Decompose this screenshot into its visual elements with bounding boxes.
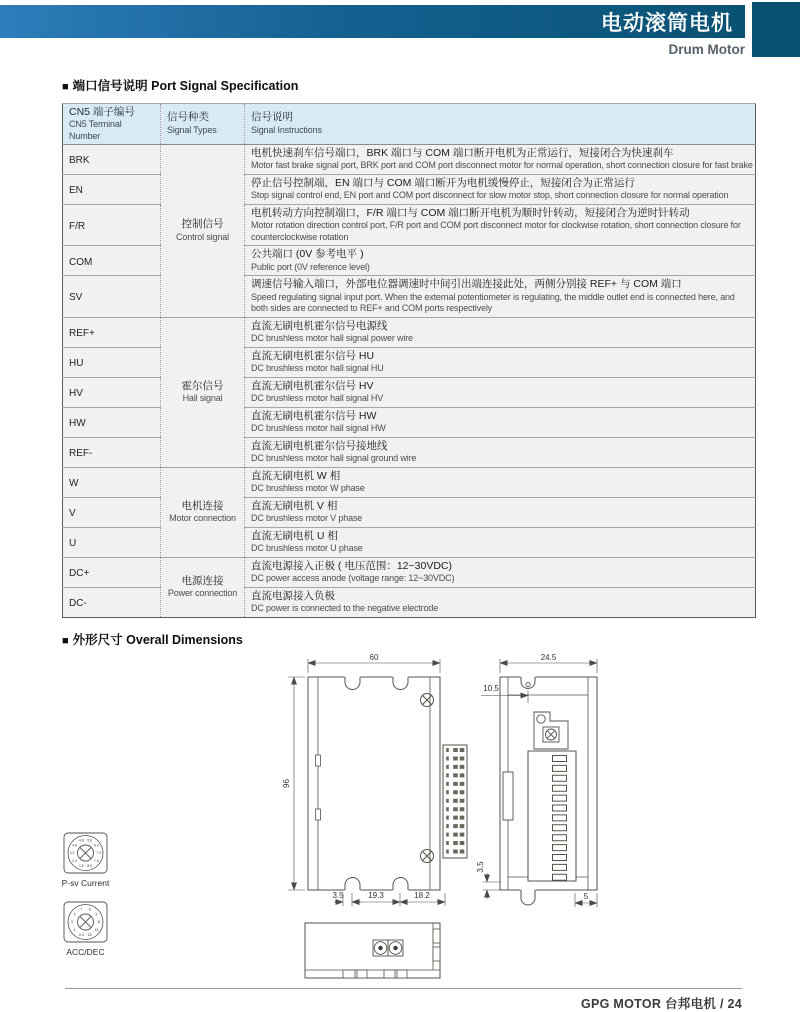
svg-text:4.0: 4.0 xyxy=(72,843,77,848)
dim-front-height: 96 xyxy=(282,779,291,788)
terminal-cell: DC+ xyxy=(63,557,161,587)
connector-sockets xyxy=(373,940,403,956)
svg-text:3.2: 3.2 xyxy=(69,851,75,856)
svg-text:4.8: 4.8 xyxy=(78,838,84,843)
bottom-view xyxy=(305,923,440,978)
table-row xyxy=(63,144,756,174)
table-header-row xyxy=(63,104,756,145)
signal-desc-cell: 直流无刷电机 V 相 DC brushless motor V phase xyxy=(245,497,756,527)
signal-desc-cell: 直流无刷电机霍尔信号 HW DC brushless motor hall signal HW xyxy=(245,407,756,437)
terminal-cell: W xyxy=(63,467,161,497)
svg-text:8: 8 xyxy=(88,907,91,912)
psv-current-label: P-sv Current xyxy=(61,878,110,888)
terminal-cell: HU xyxy=(63,347,161,377)
signal-desc-cell: 直流无刷电机霍尔信号 HU DC brushless motor hall signal HU xyxy=(245,347,756,377)
signal-desc-cell: 直流无刷电机 W 相 DC brushless motor W phase xyxy=(245,467,756,497)
dim-side-rail: 3.5 xyxy=(476,861,485,873)
section-marker: ■ xyxy=(62,635,69,647)
table-row xyxy=(63,467,756,497)
section-title-zh: 端口信号说明 xyxy=(72,79,148,93)
terminal-cell: EN xyxy=(63,174,161,204)
footer-page-info: GPG MOTOR 台邦电机 / 24 xyxy=(580,997,742,1011)
signal-desc-cell: 停止信号控制端，EN 端口与 COM 端口断开为电机缓慢停止，短接闭合为正常运行 Stop signal control end, EN port and COM port disconnect for slow motor stop, short connection closure for normal operation xyxy=(245,174,756,204)
svg-text:7: 7 xyxy=(80,907,83,912)
signal-type-cell: 电源连接 Power connection xyxy=(161,557,245,617)
svg-text:15: 15 xyxy=(87,933,92,937)
section-marker: ■ xyxy=(62,81,69,93)
signal-desc-cell: 公共端口 (0V 参考电平 ) Public port (0V reference level) xyxy=(245,246,756,276)
page-title: 电动滚筒电机 xyxy=(601,11,733,35)
signal-desc-cell: 调速信号输入端口，外部电位器调速时中间引出端连接此处，两侧分别接 REF+ 与 COM 端口 Speed regulating signal input port. When the external potentiometer is regulating, the middle outlet end is connected here, and both sides are connected to REF+ and COM ports respectively xyxy=(245,276,756,318)
signal-desc-cell: 直流无刷电机 U 相 DC brushless motor U phase xyxy=(245,527,756,557)
header-banner xyxy=(0,5,745,38)
dim-front-c: 18.2 xyxy=(414,891,430,900)
accdec-dial xyxy=(64,902,107,957)
terminal-strip xyxy=(528,751,576,881)
dim-front-b: 19.3 xyxy=(368,891,384,900)
svg-text:5.6: 5.6 xyxy=(87,838,93,843)
signal-desc-cell: 直流无刷电机霍尔信号接地线 DC brushless motor hall signal ground wire xyxy=(245,437,756,467)
terminal-cell: F/R xyxy=(63,204,161,246)
footer-divider xyxy=(65,988,742,989)
header-terminal: CN5 端子编号 CN5 Terminal Number xyxy=(63,104,161,145)
svg-text:6.4: 6.4 xyxy=(94,843,99,848)
svg-text:7.0: 7.0 xyxy=(96,851,102,856)
signal-desc-cell: 直流电源接入正极 ( 电压范围：12~30VDC) DC power access anode (voltage range: 12~30VDC) xyxy=(245,557,756,587)
dim-side-width: 24.5 xyxy=(540,653,557,662)
dim-side-notch: 10.5 xyxy=(483,684,499,693)
terminal-cell: REF- xyxy=(63,437,161,467)
signal-desc-cell: 直流无刷电机霍尔信号电源线 DC brushless motor hall signal power wire xyxy=(245,317,756,347)
signal-type-cell: 电机连接 Motor connection xyxy=(161,467,245,557)
accdec-label: ACC/DEC xyxy=(66,947,105,957)
svg-text:7.5: 7.5 xyxy=(94,859,99,864)
terminal-cell: BRK xyxy=(63,144,161,174)
front-view xyxy=(282,653,467,906)
svg-text:2.4: 2.4 xyxy=(72,859,77,864)
section-title-en: Port Signal Specification xyxy=(151,79,299,93)
terminal-cell: HV xyxy=(63,377,161,407)
svg-text:5: 5 xyxy=(73,912,76,917)
svg-text:13: 13 xyxy=(94,928,99,933)
header-signal-type: 信号种类 Signal Types xyxy=(161,104,245,145)
accent-square xyxy=(752,2,800,57)
svg-text:1.6: 1.6 xyxy=(78,864,84,868)
psv-current-dial xyxy=(62,833,110,888)
overall-dimensions-drawing xyxy=(55,645,760,995)
dim-side-foot: 5 xyxy=(583,892,589,901)
svg-text:1: 1 xyxy=(73,928,76,933)
table-row xyxy=(63,317,756,347)
signal-type-cell: 霍尔信号 Hall signal xyxy=(161,317,245,467)
svg-text:3: 3 xyxy=(71,920,73,925)
section-title-en: Overall Dimensions xyxy=(126,633,243,647)
terminal-cell: SV xyxy=(63,276,161,318)
signal-desc-cell: 电机快速刹车信号端口，BRK 端口与 COM 端口断开电机为正常运行，短接闭合为快速刹车 Motor fast brake signal port, BRK port and COM port disconnect motor for normal operation, short connection closure for fast brake xyxy=(245,144,756,174)
section-title-zh: 外形尺寸 xyxy=(72,633,123,647)
terminal-cell: REF+ xyxy=(63,317,161,347)
section-title-port-signal xyxy=(62,76,298,94)
svg-text:11: 11 xyxy=(97,920,101,925)
table-row xyxy=(63,557,756,587)
terminal-cell: V xyxy=(63,497,161,527)
terminal-cell: HW xyxy=(63,407,161,437)
header-signal-instructions: 信号说明 Signal Instructions xyxy=(245,104,756,145)
svg-text:0.3: 0.3 xyxy=(78,933,84,937)
terminal-block xyxy=(443,745,467,858)
signal-desc-cell: 直流无刷电机霍尔信号 HV DC brushless motor hall signal HV xyxy=(245,377,756,407)
svg-text:9: 9 xyxy=(95,912,98,917)
terminal-cell: DC- xyxy=(63,587,161,617)
dim-front-a: 3.5 xyxy=(332,891,344,900)
page-subtitle: Drum Motor xyxy=(668,42,745,57)
terminal-cell: COM xyxy=(63,246,161,276)
dim-front-width: 60 xyxy=(369,653,379,662)
signal-desc-cell: 直流电源接入负极 DC power is connected to the negative electrode xyxy=(245,587,756,617)
port-signal-table xyxy=(62,103,756,618)
terminal-cell: U xyxy=(63,527,161,557)
signal-type-cell: 控制信号 Control signal xyxy=(161,144,245,317)
signal-desc-cell: 电机转动方向控制端口，F/R 端口与 COM 端口断开电机为顺时针转动，短接闭合为逆时针转动 Motor rotation direction control port, F/R port and COM port disconnect motor for clockwise rotation, short connection closure for counterclockwise rotation xyxy=(245,204,756,246)
side-view xyxy=(476,653,597,907)
svg-text:8.0: 8.0 xyxy=(87,864,93,868)
